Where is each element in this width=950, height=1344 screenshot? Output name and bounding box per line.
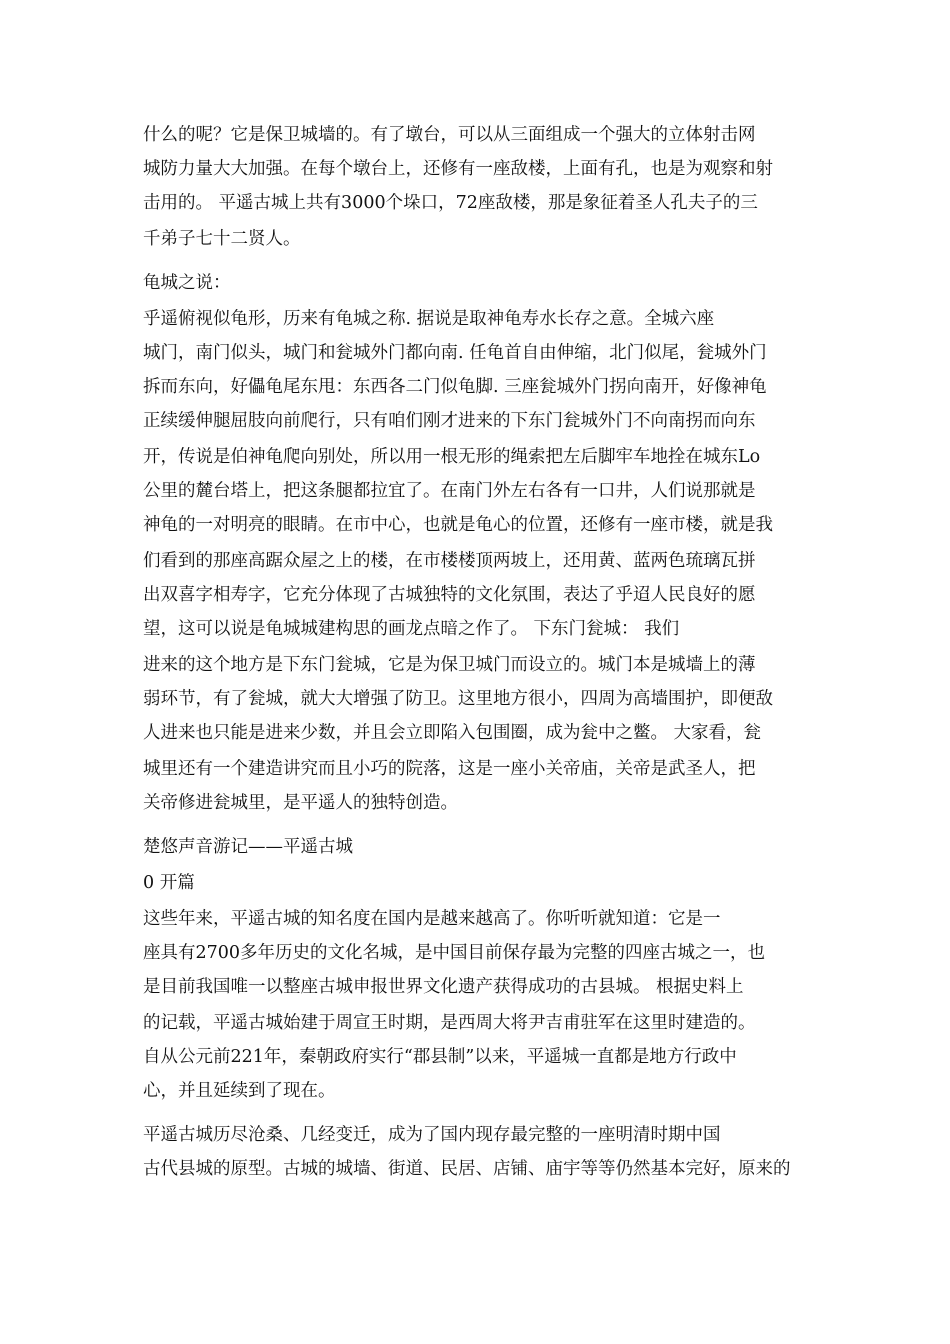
text-line: 平遥古城历尽沧桑、几经变迁，成为了国内现存最完整的一座明清时期中国 (143, 1125, 721, 1145)
text-line: 拆而东向，好儡龟尾东甩：东西各二门似龟脚. 三座瓮城外门拐向南开，好像神龟 (143, 377, 767, 397)
text-line: 弱环节，有了瓮城，就大大增强了防卫。这里地方很小，四周为高墙围护，即便敌 (143, 689, 773, 709)
text-line: 进来的这个地方是下东门瓮城，它是为保卫城门而设立的。城门本是城墙上的薄 (143, 655, 756, 675)
text-line: 古代县城的原型。古城的城墙、街道、民居、店铺、庙宇等等仍然基本完好，原来的 (143, 1159, 791, 1179)
text-line: 们看到的那座高踞众屋之上的楼，在市楼楼顶两坡上，还用黄、蓝两色琉璃瓦拼 (143, 551, 756, 571)
text-line: 出双喜字相寿字，它充分体现了古城独特的文化氛围，表达了乎迢人民良好的愿 (143, 585, 756, 605)
text-line: 望，这可以说是龟城城建构思的画龙点暗之作了。 下东门瓮城： 我们 (143, 619, 680, 639)
text-line: 什么的呢？它是保卫城墙的。有了墩台，可以从三面组成一个强大的立体射击网 (143, 125, 756, 145)
text-line: 千弟子七十二贤人。 (143, 229, 301, 249)
text-line: 城防力量大大加强。在每个墩台上，还修有一座敌楼，上面有孔，也是为观察和射 (143, 159, 773, 179)
text-line: 座具有2700多年历史的文化名城，是中国目前保存最为完整的四座古城之一，也 (143, 943, 766, 963)
text-line: 是目前我国唯一以整座古城申报世界文化遗产获得成功的古县城。 根据史料上 (143, 977, 744, 997)
text-line: 这些年来，平遥古城的知名度在国内是越来越高了。你听听就知道：它是一 (143, 909, 721, 929)
text-line: 关帝修进瓮城里，是平遥人的独特创造。 (143, 793, 458, 813)
text-line: 正续缓伸腿屈肢向前爬行，只有咱们刚才进来的下东门瓮城外门不向南拐而向东 (143, 411, 756, 431)
text-line: 神龟的一对明亮的眼睛。在市中心，也就是龟心的位置，还修有一座市楼，就是我 (143, 515, 773, 535)
text-line: 的记载，平遥古城始建于周宣王时期，是西周大将尹吉甫驻军在这里时建造的。 (143, 1013, 756, 1033)
text-line: 自从公元前221年，秦朝政府实行“郡县制”以来，平遥城一直都是地方行政中 (143, 1047, 737, 1067)
text-line: 城里还有一个建造讲究而且小巧的院落，这是一座小关帝庙，关帝是武圣人，把 (143, 759, 756, 779)
text-line: 乎遥俯视似龟形，历来有龟城之称. 据说是取神龟寿水长存之意。全城六座 (143, 309, 715, 329)
section-heading: 龟城之说： (143, 273, 231, 293)
text-line: 开，传说是伯神龟爬向别处，所以用一根无形的绳索把左后脚牢车地拴在城东Lo (143, 447, 761, 467)
text-line: 公里的麓台塔上，把这条腿都拉宜了。在南门外左右各有一口井，人们说那就是 (143, 481, 756, 501)
section-heading: 0 开篇 (143, 873, 195, 893)
text-line: 人进来也只能是进来少数，并且会立即陷入包围圈，成为瓮中之鳖。 大家看，瓮 (143, 723, 762, 743)
text-line: 城门，南门似头，城门和瓮城外门都向南. 任龟首自由伸缩，北门似尾，瓮城外门 (143, 343, 767, 363)
section-title: 楚悠声音游记——平遥古城 (143, 837, 353, 857)
text-line: 心，并且延续到了现在。 (143, 1081, 336, 1101)
text-line: 击用的。 平遥古城上共有3000个垛口，72座敌楼，那是象征着圣人孔夫子的三 (143, 193, 758, 213)
